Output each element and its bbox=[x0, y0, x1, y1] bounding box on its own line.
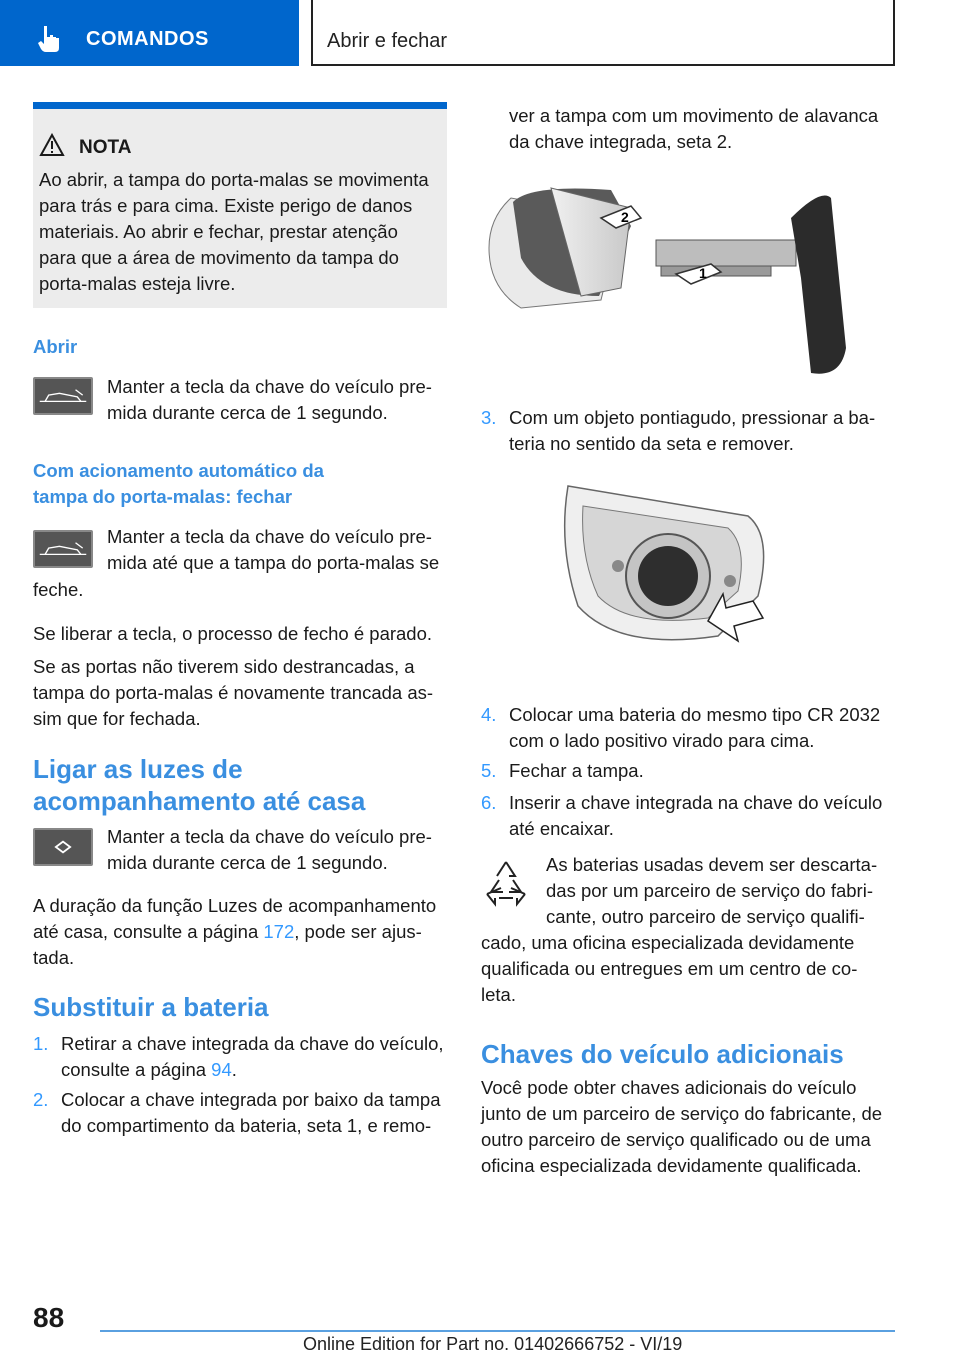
heading-fechar bbox=[33, 458, 453, 510]
abrir-text bbox=[107, 374, 432, 426]
list-item bbox=[33, 1031, 453, 1083]
text-line: Colocar uma bateria do mesmo tipo CR 2032 bbox=[509, 704, 881, 725]
list-item bbox=[481, 702, 901, 754]
text-line: Você pode obter chaves adicionais do veículo bbox=[481, 1077, 857, 1098]
text-line: junto de um parceiro de serviço do fabricante, de bbox=[481, 1103, 883, 1124]
adicionais-paragraph bbox=[481, 1075, 911, 1179]
text-line: com o lado positivo virado para cima. bbox=[509, 730, 815, 751]
text-line: Colocar a chave integrada por baixo da tampa bbox=[61, 1089, 441, 1110]
list-item bbox=[481, 405, 901, 457]
list-number: 1. bbox=[33, 1033, 49, 1054]
text-line: até encaixar. bbox=[509, 818, 614, 839]
text-line: Manter a tecla da chave do veículo pre- bbox=[107, 526, 432, 547]
text-line: Manter a tecla da chave do veículo pre- bbox=[107, 826, 432, 847]
fechar-p2 bbox=[33, 654, 433, 732]
text-line: outro parceiro de serviço qualificado ou de uma bbox=[481, 1129, 871, 1150]
footer-divider bbox=[100, 1330, 895, 1332]
text-span: consulte a página bbox=[61, 1059, 212, 1080]
text-line: sim que for fechada. bbox=[33, 708, 201, 729]
note-box bbox=[33, 102, 447, 308]
text-line: tampa do porta-malas é novamente trancada as- bbox=[33, 682, 434, 703]
heading-line: Ligar as luzes de bbox=[33, 754, 243, 784]
lock-key-icon bbox=[33, 828, 93, 866]
bateria-continued bbox=[509, 103, 878, 155]
text-line: mida até que a tampa do porta-malas se bbox=[107, 552, 440, 573]
list-number: 3. bbox=[481, 407, 497, 428]
text-line: Se as portas não tiverem sido destrancadas, a bbox=[33, 656, 415, 677]
list-number: 2. bbox=[33, 1089, 49, 1110]
recycle-text bbox=[546, 852, 877, 930]
note-line: Ao abrir, a tampa do porta-malas se movimenta bbox=[39, 169, 429, 190]
page-number: 88 bbox=[33, 1302, 65, 1333]
section-header bbox=[311, 0, 895, 66]
warning-icon bbox=[39, 133, 65, 157]
text-line: oficina especializada devidamente qualificada. bbox=[481, 1155, 862, 1176]
heading-line: tampa do porta-malas: fechar bbox=[33, 486, 293, 507]
text-line: da chave integrada, seta 2. bbox=[509, 131, 733, 152]
text-line: cante, outro parceiro de serviço qualifi- bbox=[546, 906, 865, 927]
luzes-text bbox=[107, 824, 432, 876]
text-line: mida durante cerca de 1 segundo. bbox=[107, 852, 388, 873]
text-span: , pode ser ajus- bbox=[294, 921, 422, 942]
text-line: As baterias usadas devem ser descarta- bbox=[546, 854, 878, 875]
fechar-continuation: feche. bbox=[33, 579, 84, 600]
fechar-text bbox=[107, 524, 439, 576]
list-number: 5. bbox=[481, 760, 497, 781]
section-label: Abrir e fechar bbox=[327, 30, 448, 52]
recycle-icon bbox=[481, 858, 531, 908]
heading-line: acompanhamento até casa bbox=[33, 786, 366, 816]
svg-text:1: 1 bbox=[699, 265, 707, 281]
key-removal-illustration bbox=[481, 178, 871, 378]
chapter-label: COMANDOS bbox=[86, 28, 209, 50]
page-link-94[interactable]: 94 bbox=[211, 1059, 232, 1080]
list-item bbox=[481, 790, 901, 842]
text-line: ver a tampa com um movimento de alavanca bbox=[509, 105, 879, 126]
text-line: mida durante cerca de 1 segundo. bbox=[107, 402, 388, 423]
text-line: Com um objeto pontiagudo, pressionar a ba- bbox=[509, 407, 876, 428]
text-line: Fechar a tampa. bbox=[509, 760, 644, 781]
text-line: tada. bbox=[33, 947, 75, 968]
text-line bbox=[61, 1057, 453, 1083]
chapter-tab[interactable] bbox=[0, 0, 299, 66]
svg-text:2: 2 bbox=[621, 209, 629, 225]
page-link-172[interactable]: 172 bbox=[263, 921, 295, 942]
note-line: materiais. Ao abrir e fechar, prestar atenção bbox=[39, 221, 398, 242]
heading-bateria: Substituir a bateria bbox=[33, 992, 269, 1022]
note-body bbox=[39, 167, 439, 297]
text-line: qualificada ou entregues em um centro de co- bbox=[481, 958, 858, 979]
heading-abrir: Abrir bbox=[33, 336, 78, 357]
text-line: Retirar a chave integrada da chave do veículo, bbox=[61, 1033, 444, 1054]
luzes-paragraph bbox=[33, 893, 453, 971]
text-line: das por um parceiro de serviço do fabri- bbox=[546, 880, 873, 901]
list-item bbox=[481, 758, 901, 784]
heading-adicionais: Chaves do veículo adicionais bbox=[481, 1039, 844, 1069]
note-title: NOTA bbox=[79, 137, 132, 158]
footer-edition: Online Edition for Part no. 01402666752 - VI/19 bbox=[303, 1334, 683, 1354]
battery-compartment-illustration bbox=[558, 476, 778, 666]
text-span: até casa, consulte a página bbox=[33, 921, 264, 942]
text-line: teria no sentido da seta e remover. bbox=[509, 433, 794, 454]
text-line: do compartimento da bateria, seta 1, e remo- bbox=[61, 1115, 432, 1136]
text-line: cado, uma oficina especializada devidamente bbox=[481, 932, 855, 953]
trunk-key-icon bbox=[33, 530, 93, 568]
text-span: . bbox=[231, 1059, 237, 1080]
note-line: para que a área de movimento da tampa do bbox=[39, 247, 399, 268]
text-line bbox=[33, 919, 453, 945]
recycle-continued bbox=[481, 930, 901, 1008]
list-item bbox=[33, 1087, 453, 1139]
list-number: 4. bbox=[481, 704, 497, 725]
text-line: Manter a tecla da chave do veículo pre- bbox=[107, 376, 432, 397]
list-number: 6. bbox=[481, 792, 497, 813]
hand-pointer-icon bbox=[34, 24, 64, 54]
note-line: para trás e para cima. Existe perigo de danos bbox=[39, 195, 413, 216]
note-line: porta-malas esteja livre. bbox=[39, 273, 236, 294]
heading-luzes bbox=[33, 753, 453, 817]
fechar-p1: Se liberar a tecla, o processo de fecho é parado. bbox=[33, 623, 433, 644]
trunk-key-icon bbox=[33, 377, 93, 415]
text-line: A duração da função Luzes de acompanhamento bbox=[33, 895, 437, 916]
heading-line: Com acionamento automático da bbox=[33, 460, 324, 481]
text-line: leta. bbox=[481, 984, 516, 1005]
text-line: Inserir a chave integrada na chave do veículo bbox=[509, 792, 883, 813]
